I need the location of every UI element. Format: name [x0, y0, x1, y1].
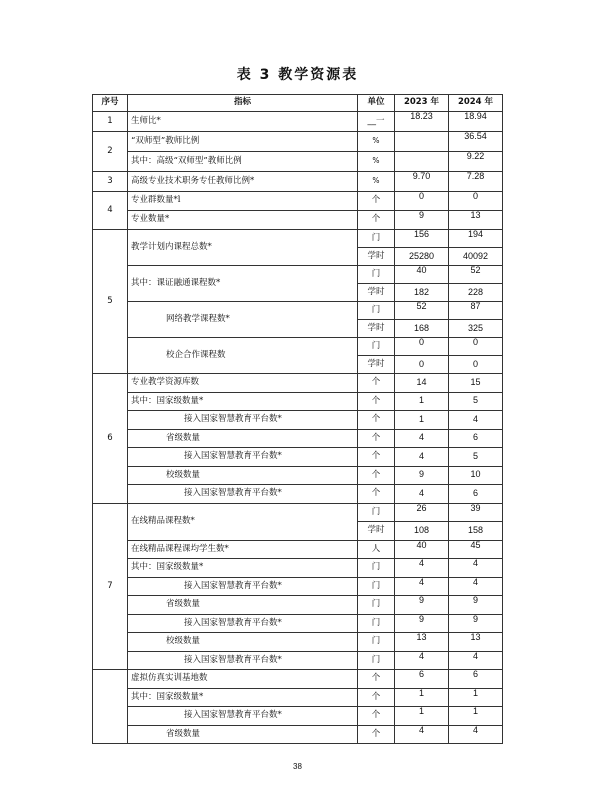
table-row	[93, 338, 503, 356]
seq-cell: 7	[93, 503, 128, 670]
unit-cell: 门	[358, 338, 395, 356]
unit-cell: 个	[358, 429, 395, 448]
table-row	[93, 411, 503, 430]
indicator-cell: 虚拟仿真实训基地数	[128, 670, 358, 689]
indicator-cell: 其中：国家级数量*	[128, 559, 358, 578]
indicator-cell: 校级数量	[128, 466, 358, 485]
unit-cell: 个	[358, 688, 395, 707]
table-row	[93, 448, 503, 467]
value-2023-cell: 6	[395, 670, 449, 689]
value-2023-cell: 182	[395, 284, 449, 302]
seq-cell: 4	[93, 192, 128, 230]
indicator-cell: 其中：国家级数量*	[128, 392, 358, 411]
value-2023-cell: 1	[395, 707, 449, 726]
value-2023-cell: 4	[395, 651, 449, 670]
unit-cell: 门	[358, 302, 395, 320]
indicator-cell: “双师型”教师比例	[128, 132, 358, 152]
value-2024-cell: 0	[449, 192, 503, 211]
indicator-cell: 专业教学资源库数	[128, 374, 358, 393]
table-row	[93, 172, 503, 192]
value-2024-cell: 158	[449, 522, 503, 541]
table-row	[93, 707, 503, 726]
value-2024-cell: 228	[449, 284, 503, 302]
indicator-cell: 校级数量	[128, 633, 358, 652]
indicator-cell: 省级数量	[128, 725, 358, 744]
unit-cell: 个	[358, 392, 395, 411]
indicator-cell: 在线精品课程数*	[128, 503, 358, 540]
unit-cell: __一	[358, 112, 395, 132]
table-row	[93, 302, 503, 320]
indicator-cell: 接入国家智慧教育平台数*	[128, 448, 358, 467]
value-2023-cell: 4	[395, 725, 449, 744]
table-row	[93, 112, 503, 132]
value-2024-cell: 6	[449, 670, 503, 689]
value-2024-cell: 39	[449, 503, 503, 522]
unit-cell: 个	[358, 374, 395, 393]
value-2024-cell: 9.22	[449, 152, 503, 172]
header-indicator: 指标	[128, 95, 358, 112]
table-row	[93, 230, 503, 248]
indicator-cell: 接入国家智慧教育平台数*	[128, 411, 358, 430]
seq-cell	[93, 670, 128, 744]
unit-cell: 学时	[358, 522, 395, 541]
value-2023-cell: 156	[395, 230, 449, 248]
seq-cell: 1	[93, 112, 128, 132]
seq-cell: 2	[93, 132, 128, 172]
value-2024-cell: 1	[449, 688, 503, 707]
value-2023-cell: 26	[395, 503, 449, 522]
indicator-cell: 省级数量	[128, 596, 358, 615]
table-row	[93, 374, 503, 393]
table-row	[93, 688, 503, 707]
unit-cell: 门	[358, 559, 395, 578]
indicator-cell: 其中：课证融通课程数*	[128, 266, 358, 302]
unit-cell: 个	[358, 725, 395, 744]
indicator-cell: 省级数量	[128, 429, 358, 448]
unit-cell: 门	[358, 596, 395, 615]
value-2023-cell	[395, 132, 449, 152]
value-2023-cell: 4	[395, 448, 449, 467]
table-row	[93, 577, 503, 596]
unit-cell: %	[358, 172, 395, 192]
value-2024-cell: 87	[449, 302, 503, 320]
table-row	[93, 211, 503, 230]
unit-cell: 门	[358, 577, 395, 596]
unit-cell: 门	[358, 503, 395, 522]
value-2023-cell: 4	[395, 429, 449, 448]
unit-cell: 门	[358, 266, 395, 284]
unit-cell: 学时	[358, 356, 395, 374]
unit-cell: 个	[358, 211, 395, 230]
unit-cell: 个	[358, 466, 395, 485]
table-row	[93, 670, 503, 689]
indicator-cell: 生师比*	[128, 112, 358, 132]
header-2023: 2023 年	[395, 95, 449, 112]
indicator-cell: 接入国家智慧教育平台数*	[128, 577, 358, 596]
unit-cell: 个	[358, 411, 395, 430]
unit-cell: 个	[358, 192, 395, 211]
value-2024-cell: 45	[449, 540, 503, 559]
header-2024: 2024 年	[449, 95, 503, 112]
value-2024-cell: 5	[449, 448, 503, 467]
table-row	[93, 614, 503, 633]
value-2023-cell: 9	[395, 596, 449, 615]
value-2023-cell: 9.70	[395, 172, 449, 192]
value-2024-cell: 9	[449, 614, 503, 633]
table-row	[93, 503, 503, 522]
value-2024-cell: 15	[449, 374, 503, 393]
indicator-cell: 专业群数量*l	[128, 192, 358, 211]
table-row	[93, 192, 503, 211]
header-unit: 单位	[358, 95, 395, 112]
value-2024-cell: 4	[449, 651, 503, 670]
value-2024-cell: 194	[449, 230, 503, 248]
value-2024-cell: 6	[449, 485, 503, 504]
value-2023-cell: 108	[395, 522, 449, 541]
value-2023-cell: 4	[395, 577, 449, 596]
value-2023-cell: 14	[395, 374, 449, 393]
value-2023-cell: 0	[395, 356, 449, 374]
table-row	[93, 466, 503, 485]
unit-cell: 学时	[358, 284, 395, 302]
table-row	[93, 152, 503, 172]
value-2024-cell: 4	[449, 577, 503, 596]
seq-cell: 3	[93, 172, 128, 192]
table-row	[93, 429, 503, 448]
table-row	[93, 725, 503, 744]
value-2024-cell: 4	[449, 411, 503, 430]
value-2023-cell: 168	[395, 320, 449, 338]
value-2023-cell: 40	[395, 266, 449, 284]
value-2023-cell: 52	[395, 302, 449, 320]
table-row	[93, 633, 503, 652]
indicator-cell: 接入国家智慧教育平台数*	[128, 485, 358, 504]
indicator-cell: 其中：国家级数量*	[128, 688, 358, 707]
value-2024-cell: 0	[449, 338, 503, 356]
value-2023-cell: 4	[395, 485, 449, 504]
value-2023-cell: 1	[395, 411, 449, 430]
value-2024-cell: 1	[449, 707, 503, 726]
table-row	[93, 540, 503, 559]
value-2023-cell: 9	[395, 211, 449, 230]
table-row	[93, 596, 503, 615]
value-2024-cell: 18.94	[449, 112, 503, 132]
table-header-row	[93, 95, 503, 112]
table-row	[93, 651, 503, 670]
header-seq: 序号	[93, 95, 128, 112]
unit-cell: 门	[358, 633, 395, 652]
value-2023-cell: 25280	[395, 248, 449, 266]
value-2023-cell: 1	[395, 688, 449, 707]
indicator-cell: 网络教学课程数*	[128, 302, 358, 338]
seq-cell: 5	[93, 230, 128, 374]
unit-cell: 学时	[358, 248, 395, 266]
unit-cell: 人	[358, 540, 395, 559]
value-2024-cell: 4	[449, 559, 503, 578]
unit-cell: 个	[358, 485, 395, 504]
value-2024-cell: 0	[449, 356, 503, 374]
table-row	[93, 559, 503, 578]
seq-cell: 6	[93, 374, 128, 504]
indicator-cell: 其中：高级“双师型”教师比例	[128, 152, 358, 172]
teaching-resources-table	[92, 94, 503, 744]
unit-cell: 学时	[358, 320, 395, 338]
indicator-cell: 接入国家智慧教育平台数*	[128, 614, 358, 633]
unit-cell: 个	[358, 448, 395, 467]
value-2024-cell: 7.28	[449, 172, 503, 192]
value-2023-cell: 9	[395, 466, 449, 485]
indicator-cell: 在线精品课程课均学生数*	[128, 540, 358, 559]
indicator-cell: 接入国家智慧教育平台数*	[128, 707, 358, 726]
page-number: 38	[293, 762, 302, 771]
value-2023-cell: 0	[395, 338, 449, 356]
value-2023-cell: 9	[395, 614, 449, 633]
table-row	[93, 266, 503, 284]
value-2024-cell: 36.54	[449, 132, 503, 152]
value-2023-cell: 0	[395, 192, 449, 211]
value-2024-cell: 13	[449, 211, 503, 230]
unit-cell: 个	[358, 707, 395, 726]
indicator-cell: 高级专业技术职务专任教师比例*	[128, 172, 358, 192]
value-2023-cell	[395, 152, 449, 172]
value-2023-cell: 13	[395, 633, 449, 652]
value-2024-cell: 4	[449, 725, 503, 744]
unit-cell: 门	[358, 614, 395, 633]
value-2024-cell: 325	[449, 320, 503, 338]
table-row	[93, 132, 503, 152]
value-2023-cell: 40	[395, 540, 449, 559]
indicator-cell: 校企合作课程数	[128, 338, 358, 374]
unit-cell: 门	[358, 651, 395, 670]
value-2023-cell: 18.23	[395, 112, 449, 132]
value-2024-cell: 10	[449, 466, 503, 485]
table-title: 表 3 教学资源表	[236, 67, 359, 83]
unit-cell: %	[358, 152, 395, 172]
value-2024-cell: 5	[449, 392, 503, 411]
unit-cell: %	[358, 132, 395, 152]
indicator-cell: 专业数量*	[128, 211, 358, 230]
value-2024-cell: 52	[449, 266, 503, 284]
indicator-cell: 接入国家智慧教育平台数*	[128, 651, 358, 670]
value-2023-cell: 4	[395, 559, 449, 578]
table-row	[93, 392, 503, 411]
value-2024-cell: 6	[449, 429, 503, 448]
indicator-cell: 教学计划内课程总数*	[128, 230, 358, 266]
unit-cell: 门	[358, 230, 395, 248]
value-2023-cell: 1	[395, 392, 449, 411]
value-2024-cell: 9	[449, 596, 503, 615]
value-2024-cell: 13	[449, 633, 503, 652]
table-row	[93, 485, 503, 504]
unit-cell: 个	[358, 670, 395, 689]
value-2024-cell: 40092	[449, 248, 503, 266]
